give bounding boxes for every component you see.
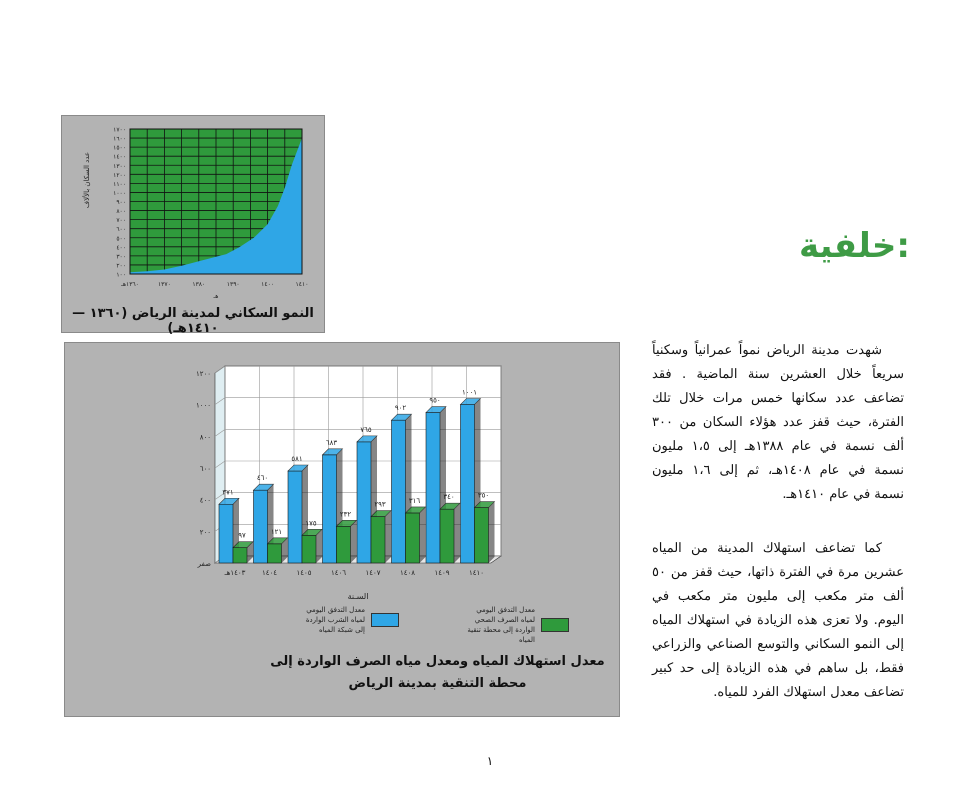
water-bar-sewage-value-label: ٣٥٠ [477, 491, 490, 500]
section-heading: خلفية: [799, 226, 910, 266]
population-y-tick-label: ٧٠٠ [116, 217, 126, 225]
water-bar-sewage-value-label: ١٢١ [270, 527, 283, 536]
water-bar-sewage [337, 526, 351, 563]
population-x-axis-label: هـ [213, 293, 219, 300]
legend-item-sewage [465, 605, 569, 645]
water-y-tick-label: ٤٠٠ [199, 496, 211, 505]
water-y-tick-label: ٨٠٠ [199, 433, 211, 442]
population-y-tick-label: ٤٠٠ [116, 244, 126, 252]
water-bar-sewage [440, 509, 454, 563]
population-x-tick-label: ١٤١٠ [295, 281, 309, 288]
legend-label-sewage: معدل التدفق اليومي لمياه الصرف الصحي الواردة إلى محطة تنقية المياه [467, 606, 535, 644]
water-x-tick-label: ١٤٠٨ [399, 569, 416, 577]
water-bar-sewage-side [385, 511, 391, 563]
water-bar-drinking [461, 405, 475, 563]
population-y-tick-label: ١٤٠٠ [113, 153, 126, 161]
water-bar-drinking-value-label: ٤٦٠ [256, 474, 269, 483]
water-bar-sewage-value-label: ٩٧ [238, 531, 246, 540]
population-x-tick-label: ١٣٦٠هـ [121, 281, 139, 288]
water-bar-sewage-side [454, 503, 460, 563]
population-y-tick-label: ١٦٠٠ [113, 135, 126, 143]
water-x-tick-label: ١٤٠٦ [330, 569, 347, 577]
population-y-tick-label: ٣٠٠ [116, 253, 126, 261]
population-y-tick-label: ١٢٠٠ [113, 171, 126, 179]
water-bar-drinking [426, 413, 440, 563]
water-chart-title: معدل استهلاك المياه ومعدل مياه الصرف الواردة إلى محطة التنقية بمدينة الرياض [270, 654, 605, 691]
population-y-tick-label: ٢٠٠ [116, 262, 126, 270]
population-y-tick-label: ١٠٠٠ [113, 189, 126, 197]
population-chart-panel [61, 115, 325, 336]
water-bar-sewage [371, 517, 385, 563]
legend-label-drinking: معدل التدفق اليومي لمياه الشرب الواردة إلى شبكة المياه [305, 606, 365, 634]
population-y-tick-label: ١٧٠٠ [113, 126, 126, 134]
water-bar-drinking-value-label: ٩٠٢ [394, 404, 407, 413]
population-x-tick-label: ١٤٠٠ [261, 281, 275, 288]
population-x-tick-label: ١٣٧٠ [157, 281, 171, 288]
water-bar-drinking [254, 490, 268, 563]
population-x-tick-label: ١٣٨٠ [192, 281, 206, 288]
water-chart-panel [64, 342, 620, 717]
water-x-tick-label: ١٤١٠ [468, 569, 485, 577]
legend-swatch-blue [371, 613, 399, 627]
water-bar-sewage-value-label: ٣٤٠ [443, 493, 455, 502]
water-bar-drinking-value-label: ١٠٠١ [461, 388, 478, 397]
water-y-tick-label: ٢٠٠ [199, 528, 211, 537]
population-y-tick-label: ١١٠٠ [113, 180, 126, 188]
water-chart-legend [265, 605, 605, 645]
page-number: ١ [486, 754, 494, 768]
legend-item-drinking [295, 605, 399, 635]
water-bar-sewage-side [489, 502, 495, 563]
water-bar-sewage-value-label: ٢٣٢ [339, 510, 352, 519]
population-y-axis-label: عدد السكان بالألاف [83, 151, 91, 209]
water-y-tick-label: صفر [197, 560, 211, 568]
water-y-tick-label: ٦٠٠ [199, 465, 211, 473]
population-x-tick-label: ١٣٩٠ [226, 281, 240, 288]
population-chart [62, 116, 324, 332]
water-x-tick-label: ١٤٠٧ [365, 569, 381, 577]
population-y-tick-label: ٨٠٠ [116, 208, 126, 216]
paragraph-2: كما تضاعف استهلاك المدينة من المياه عشرين مرة في الفترة ذاتها، حيث قفز من ٥٠ ألف متر مكعب إلى مليون متر مكعب في اليوم. ولا تعزى هذه الزيادة في استهلاك المياه إلى النمو السكاني والتوسع الصناعي والزراعي فقط، بل ساهم في هذه الزيادة إلى حد كبير تضاعف معدل استهلاك الفرد للمياه. [652, 541, 904, 700]
water-bar-sewage [233, 548, 247, 563]
legend-swatch-green [541, 618, 569, 632]
water-y-tick-label: ١٠٠٠ [195, 401, 211, 410]
water-y-tick-label: ١٢٠٠ [195, 370, 211, 378]
water-bar-sewage [406, 513, 420, 563]
water-x-tick-label: ١٤٠٣هـ [224, 569, 246, 577]
population-y-tick-label: ٦٠٠ [116, 226, 126, 234]
water-bar-sewage [268, 544, 282, 563]
population-y-tick-label: ١٠٠ [116, 271, 126, 279]
water-bar-sewage-side [351, 520, 357, 563]
population-y-tick-label: ١٣٠٠ [113, 162, 126, 170]
water-bar-drinking [288, 471, 302, 563]
water-bar-sewage-value-label: ٢٩٣ [374, 500, 386, 509]
water-bar-drinking-value-label: ٩٥٠ [429, 396, 441, 405]
water-x-tick-label: ١٤٠٩ [434, 569, 450, 577]
water-bar-sewage-value-label: ٣١٦ [408, 496, 421, 505]
water-bar-sewage [302, 535, 316, 563]
water-bar-drinking-value-label: ٧٦٥ [360, 425, 372, 434]
water-bar-drinking [323, 455, 337, 563]
water-bar-sewage-side [420, 507, 426, 563]
water-bar-drinking-value-label: ٥٨١ [291, 455, 303, 464]
population-y-tick-label: ٥٠٠ [116, 235, 126, 243]
water-bar-drinking-value-label: ٦٨٣ [325, 438, 338, 447]
population-y-tick-label: ٩٠٠ [116, 199, 126, 206]
water-bar-sewage [475, 508, 489, 563]
water-x-axis-label: السـنة [347, 592, 369, 601]
water-bar-drinking [219, 504, 233, 563]
water-x-tick-label: ١٤٠٤ [261, 569, 278, 577]
population-chart-title: النمو السكاني لمدينة الرياض (١٣٦٠ — ١٤١٠هـ) [72, 306, 314, 336]
water-bar-drinking-value-label: ٣٧١ [222, 488, 234, 497]
water-bar-drinking [357, 442, 371, 563]
water-bar-drinking [392, 420, 406, 563]
population-y-tick-label: ١٥٠٠ [113, 144, 126, 152]
water-bar-sewage-value-label: ١٧٥ [305, 519, 317, 528]
water-x-tick-label: ١٤٠٥ [296, 569, 312, 577]
paragraph-1: شهدت مدينة الرياض نمواً عمرانياً وسكنياً سريعاً خلال العشرين سنة الماضية . فقد تضاعف عدد سكانها خمس مرات خلال تلك الفترة، حيث قفز عدد هؤلاء السكان من ٣٠٠ ألف نسمة في عام ١٣٨٨هـ إلى ١،٥ مليون نسمة في عام ١٤٠٨هـ، ثم إلى ١،٦ مليون نسمة في عام ١٤١٠هـ. [652, 343, 904, 502]
